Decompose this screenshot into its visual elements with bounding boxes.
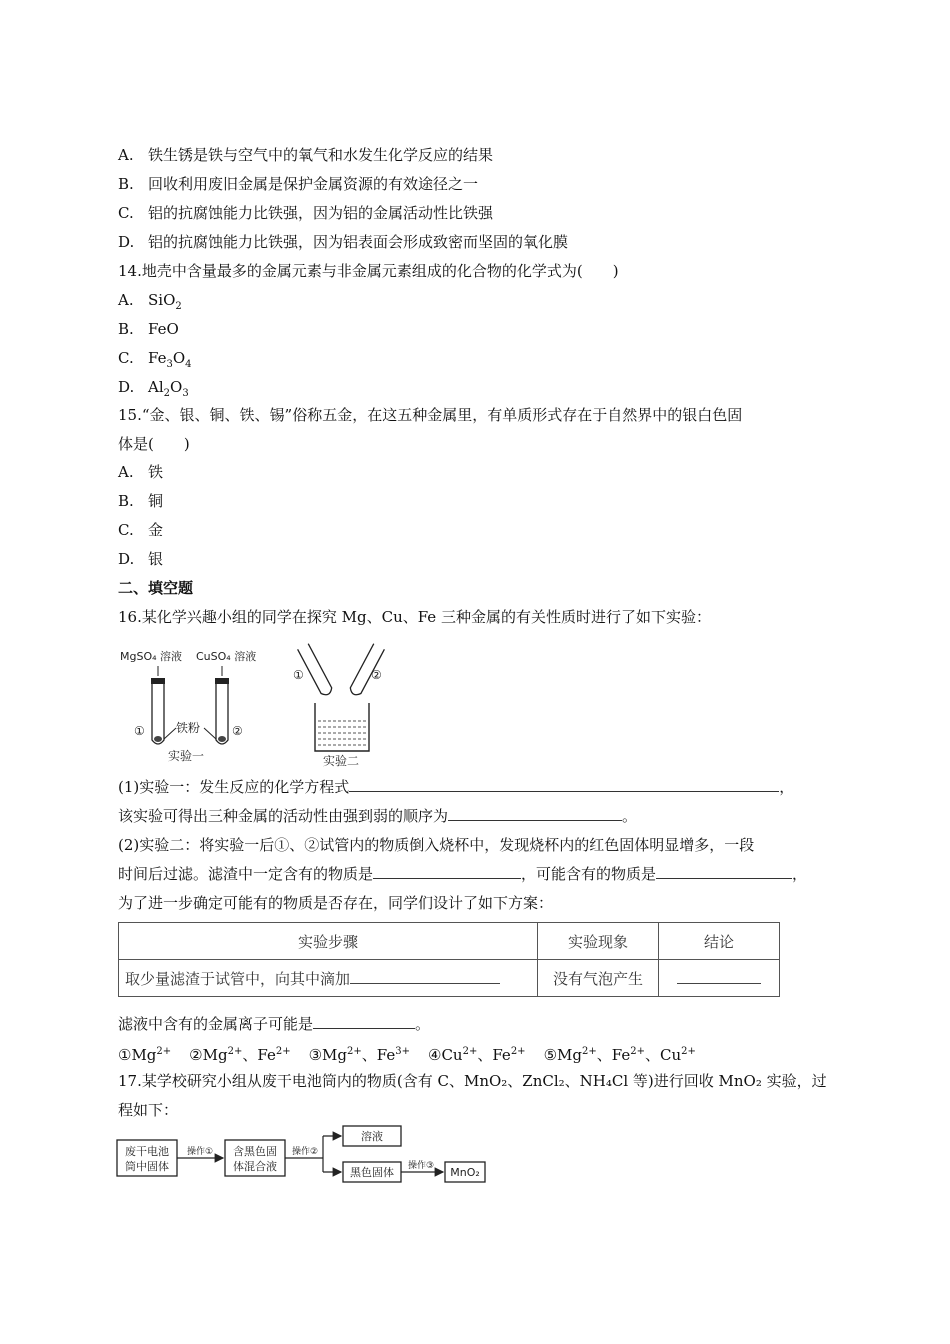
flow-box-product-label: MnO₂ — [450, 1166, 480, 1179]
residue-certain-blank[interactable] — [373, 864, 521, 879]
flow-op2-label: 操作② — [291, 1147, 319, 1157]
conclusion-blank[interactable] — [677, 969, 761, 984]
mgso4-label: MgSO₄ 溶液 — [120, 650, 183, 663]
ion-option: $④Cu^{2+}$、$Fe^{2+}$ — [427, 1046, 526, 1064]
q16-part1-line1: (1)实验一：发生反应的化学方程式 ， — [118, 778, 795, 796]
q14-option-d: D. $Al_2O_3$ — [118, 378, 189, 399]
q15-stem-line1: 15.“金、银、铜、铁、锡”俗称五金，在这五种金属里，有单质形式存在于自然界中的银白色固 — [118, 406, 743, 424]
experiment-one-caption: 实验一 — [168, 749, 205, 763]
tube-one-iron — [154, 736, 162, 742]
table-row — [119, 960, 780, 997]
tube-two-label: ② — [232, 724, 243, 738]
header-conclusion: 结论 — [659, 923, 780, 960]
q13-option-c: C. 铝的抗腐蚀能力比铁强，因为铝的金属活动性比铁强 — [118, 204, 494, 222]
q14-stem: 14.地壳中含量最多的金属元素与非金属元素组成的化合物的化学式为( ) — [118, 262, 619, 280]
flow-box-black-solid-label: 黑色固体 — [350, 1166, 394, 1179]
ion-option: $③Mg^{2+}$、$Fe^{3+}$ — [308, 1046, 410, 1064]
cell-phenomenon: 没有气泡产生 — [538, 960, 659, 997]
activity-order-blank[interactable] — [448, 806, 622, 821]
reagent-blank[interactable] — [350, 969, 500, 984]
cell-conclusion — [659, 960, 780, 997]
q15-stem-line2: 体是( ) — [118, 435, 190, 453]
flow-box-solution-label: 溶液 — [361, 1130, 383, 1143]
tilted-tube-two-label: ② — [371, 668, 382, 682]
q16-part1-line2: 该实验可得出三种金属的活动性由强到弱的顺序为 。 — [118, 807, 638, 825]
q13-option-d: D. 铝的抗腐蚀能力比铁强，因为铝表面会形成致密而坚固的氧化膜 — [118, 233, 569, 251]
header-phenomenon: 实验现象 — [538, 923, 659, 960]
tube-two — [216, 684, 228, 744]
powder-pointer-right — [204, 728, 216, 739]
experiment-one-figure — [118, 640, 278, 765]
tube-one-stopper — [151, 678, 165, 684]
tube-two-iron — [218, 736, 226, 742]
q14-option-a: A. SiO$_2$ — [118, 291, 182, 312]
ion-option: $⑤Mg^{2+}$、$Fe^{2+}$、$Cu^{2+}$ — [543, 1046, 696, 1064]
ions-question: 滤液中含有的金属离子可能是 。 — [118, 1015, 431, 1033]
q13-option-a: A. 铁生锈是铁与空气中的氧气和水发生化学反应的结果 — [118, 146, 494, 164]
q15-option-a: A. 铁 — [118, 463, 164, 481]
header-step: 实验步骤 — [119, 923, 538, 960]
q14-option-b: B. FeO — [118, 320, 179, 338]
tube-two-stopper — [215, 678, 229, 684]
q15-option-b: B. 铜 — [118, 492, 164, 510]
equation-blank[interactable] — [349, 777, 779, 792]
ion-option: $②Mg^{2+}$、$Fe^{2+}$ — [189, 1046, 291, 1064]
ions-blank[interactable] — [313, 1014, 415, 1029]
flow-op1-label: 操作① — [186, 1147, 214, 1157]
flow-box-mixture-line1: 含黑色固 — [233, 1145, 277, 1158]
q17-stem-line2: 程如下： — [118, 1101, 179, 1119]
q13-option-b: B. 回收利用废旧金属是保护金属资源的有效途径之一 — [118, 175, 479, 193]
q14-option-c: C. $Fe_3O_4$ — [118, 349, 192, 370]
q16-part2-line1: (2)实验二：将实验一后①、②试管内的物质倒入烧杯中，发现烧杯内的红色固体明显增多，一段 — [118, 836, 755, 854]
experiment-table — [118, 922, 780, 997]
tube-one — [152, 684, 164, 744]
q15-option-c: C. 金 — [118, 521, 164, 539]
q16-stem: 16.某化学兴趣小组的同学在探究 Mg、Cu、Fe 三种金属的有关性质时进行了如下实验： — [118, 608, 711, 626]
cell-step: 取少量滤渣于试管中，向其中滴加 — [119, 960, 538, 997]
residue-possible-blank[interactable] — [656, 864, 792, 879]
tilted-tube-one-label: ① — [293, 668, 304, 682]
cuso4-label: CuSO₄ 溶液 — [196, 650, 257, 663]
q15-option-d: D. 银 — [118, 550, 164, 568]
flow-box-source-line2: 筒中固体 — [125, 1160, 169, 1173]
q17-stem-line1: 17.某学校研究小组从废干电池筒内的物质(含有 C、MnO₂、ZnCl₂、NH₄Cl 等)进行回收 MnO₂ 实验，过 — [118, 1072, 827, 1090]
experiment-two-figure — [285, 633, 395, 768]
recovery-flow-diagram — [115, 1122, 495, 1186]
table-header-row — [119, 923, 780, 960]
tube-one-label: ① — [134, 724, 145, 738]
section-heading: 二、填空题 — [118, 579, 194, 597]
flow-op3-label: 操作③ — [407, 1161, 435, 1171]
ion-options — [118, 1042, 714, 1065]
iron-powder-label: 铁粉 — [176, 721, 201, 735]
q16-part2-line2: 时间后过滤。滤渣中一定含有的物质是 ，可能含有的物质是 ， — [118, 865, 808, 883]
experiment-two-caption: 实验二 — [323, 754, 360, 768]
ion-option: $①Mg^{2+}$ — [118, 1046, 172, 1064]
flow-box-mixture-line2: 体混合液 — [233, 1160, 277, 1173]
q16-part2-line3: 为了进一步确定可能有的物质是否存在，同学们设计了如下方案： — [118, 894, 554, 912]
powder-pointer-left — [164, 728, 176, 739]
flow-box-source-line1: 废干电池 — [125, 1145, 169, 1158]
beaker-liquid — [318, 721, 366, 745]
